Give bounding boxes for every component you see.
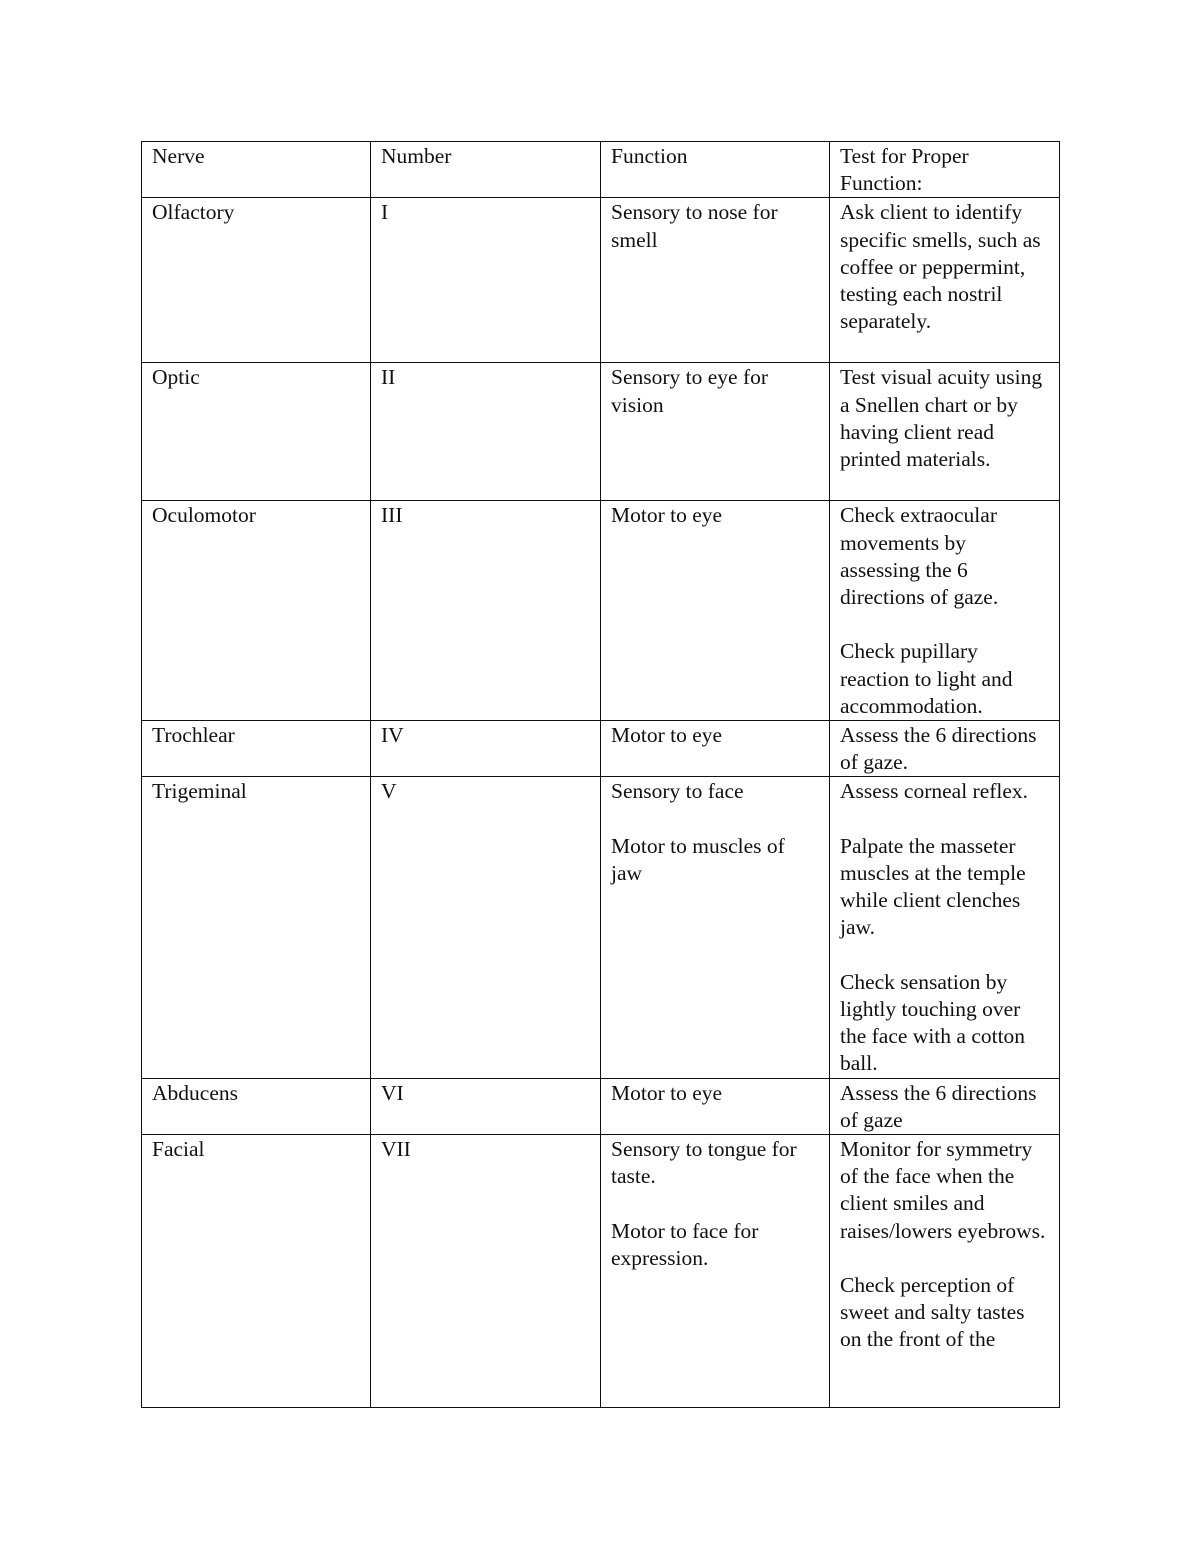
test-text: Assess the 6 directions of gaze	[840, 1080, 1037, 1132]
cell-test	[830, 198, 1060, 363]
cell-test	[830, 721, 1060, 777]
cell-nerve: Facial	[142, 1135, 371, 1408]
test-text: Monitor for symmetry of the face when the client smiles and raises/lowers eyebrows.	[840, 1137, 1046, 1243]
test-text: Assess the 6 directions of gaze.	[840, 723, 1037, 775]
function-text: Motor to eye	[611, 723, 723, 748]
cell-number: VI	[371, 1078, 601, 1134]
cell-test	[830, 1135, 1060, 1408]
cell-function	[601, 1135, 830, 1408]
table-row	[142, 501, 1060, 721]
cell-test	[830, 777, 1060, 1078]
function-text: Sensory to face	[611, 779, 744, 804]
test-text: Palpate the masseter muscles at the temple while client clenches jaw.	[840, 833, 1026, 940]
table-row	[142, 363, 1060, 501]
cell-function	[601, 363, 830, 501]
cell-test	[830, 1078, 1060, 1134]
cell-number: II	[371, 363, 601, 501]
cell-number: V	[371, 777, 601, 1078]
function-text: Motor to muscles of jaw	[611, 833, 785, 886]
function-text: Sensory to eye for vision	[611, 365, 769, 417]
function-text: Sensory to tongue for taste.	[611, 1137, 797, 1189]
test-text: Ask client to identify specific smells, such as coffee or peppermint, testing each nostril separately.	[840, 200, 1041, 334]
cell-nerve: Optic	[142, 363, 371, 501]
test-text: Assess corneal reflex.	[840, 779, 1029, 804]
cell-number: VII	[371, 1135, 601, 1408]
function-text: Sensory to nose for smell	[611, 200, 778, 252]
table-row	[142, 721, 1060, 777]
table-row	[142, 1078, 1060, 1134]
table-row	[142, 198, 1060, 363]
function-text: Motor to face for expression.	[611, 1218, 759, 1270]
cell-nerve: Oculomotor	[142, 501, 371, 721]
table-row	[142, 777, 1060, 1078]
test-text: Test visual acuity using a Snellen chart or by having client read printed materials.	[840, 365, 1043, 472]
cell-number: IV	[371, 721, 601, 777]
cell-function	[601, 721, 830, 777]
function-text: Motor to eye	[611, 503, 723, 528]
test-text: Check perception of sweet and salty tastes on the front of the	[840, 1273, 1025, 1352]
table-row	[142, 1135, 1060, 1408]
cell-nerve: Trigeminal	[142, 777, 371, 1078]
cell-test	[830, 501, 1060, 721]
cranial-nerves-table	[141, 141, 1060, 1408]
cell-function	[601, 1078, 830, 1134]
function-text: Motor to eye	[611, 1080, 723, 1105]
test-text: Check sensation by lightly touching over the face with a cotton ball.	[840, 969, 1026, 1076]
test-text: Check extraocular movements by assessing the 6 directions of gaze.	[840, 503, 999, 610]
cell-nerve: Trochlear	[142, 721, 371, 777]
cell-function	[601, 198, 830, 363]
cell-function	[601, 501, 830, 721]
test-text: Check pupillary reaction to light and accommodation.	[840, 639, 1013, 718]
table-header-row	[142, 142, 1060, 198]
header-test: Test for Proper Function:	[830, 142, 1060, 198]
header-function: Function	[601, 142, 830, 198]
header-number: Number	[371, 142, 601, 198]
cell-nerve: Abducens	[142, 1078, 371, 1134]
header-nerve: Nerve	[142, 142, 371, 198]
cell-number: III	[371, 501, 601, 721]
cell-number: I	[371, 198, 601, 363]
cell-function	[601, 777, 830, 1078]
cell-test	[830, 363, 1060, 501]
cell-nerve: Olfactory	[142, 198, 371, 363]
